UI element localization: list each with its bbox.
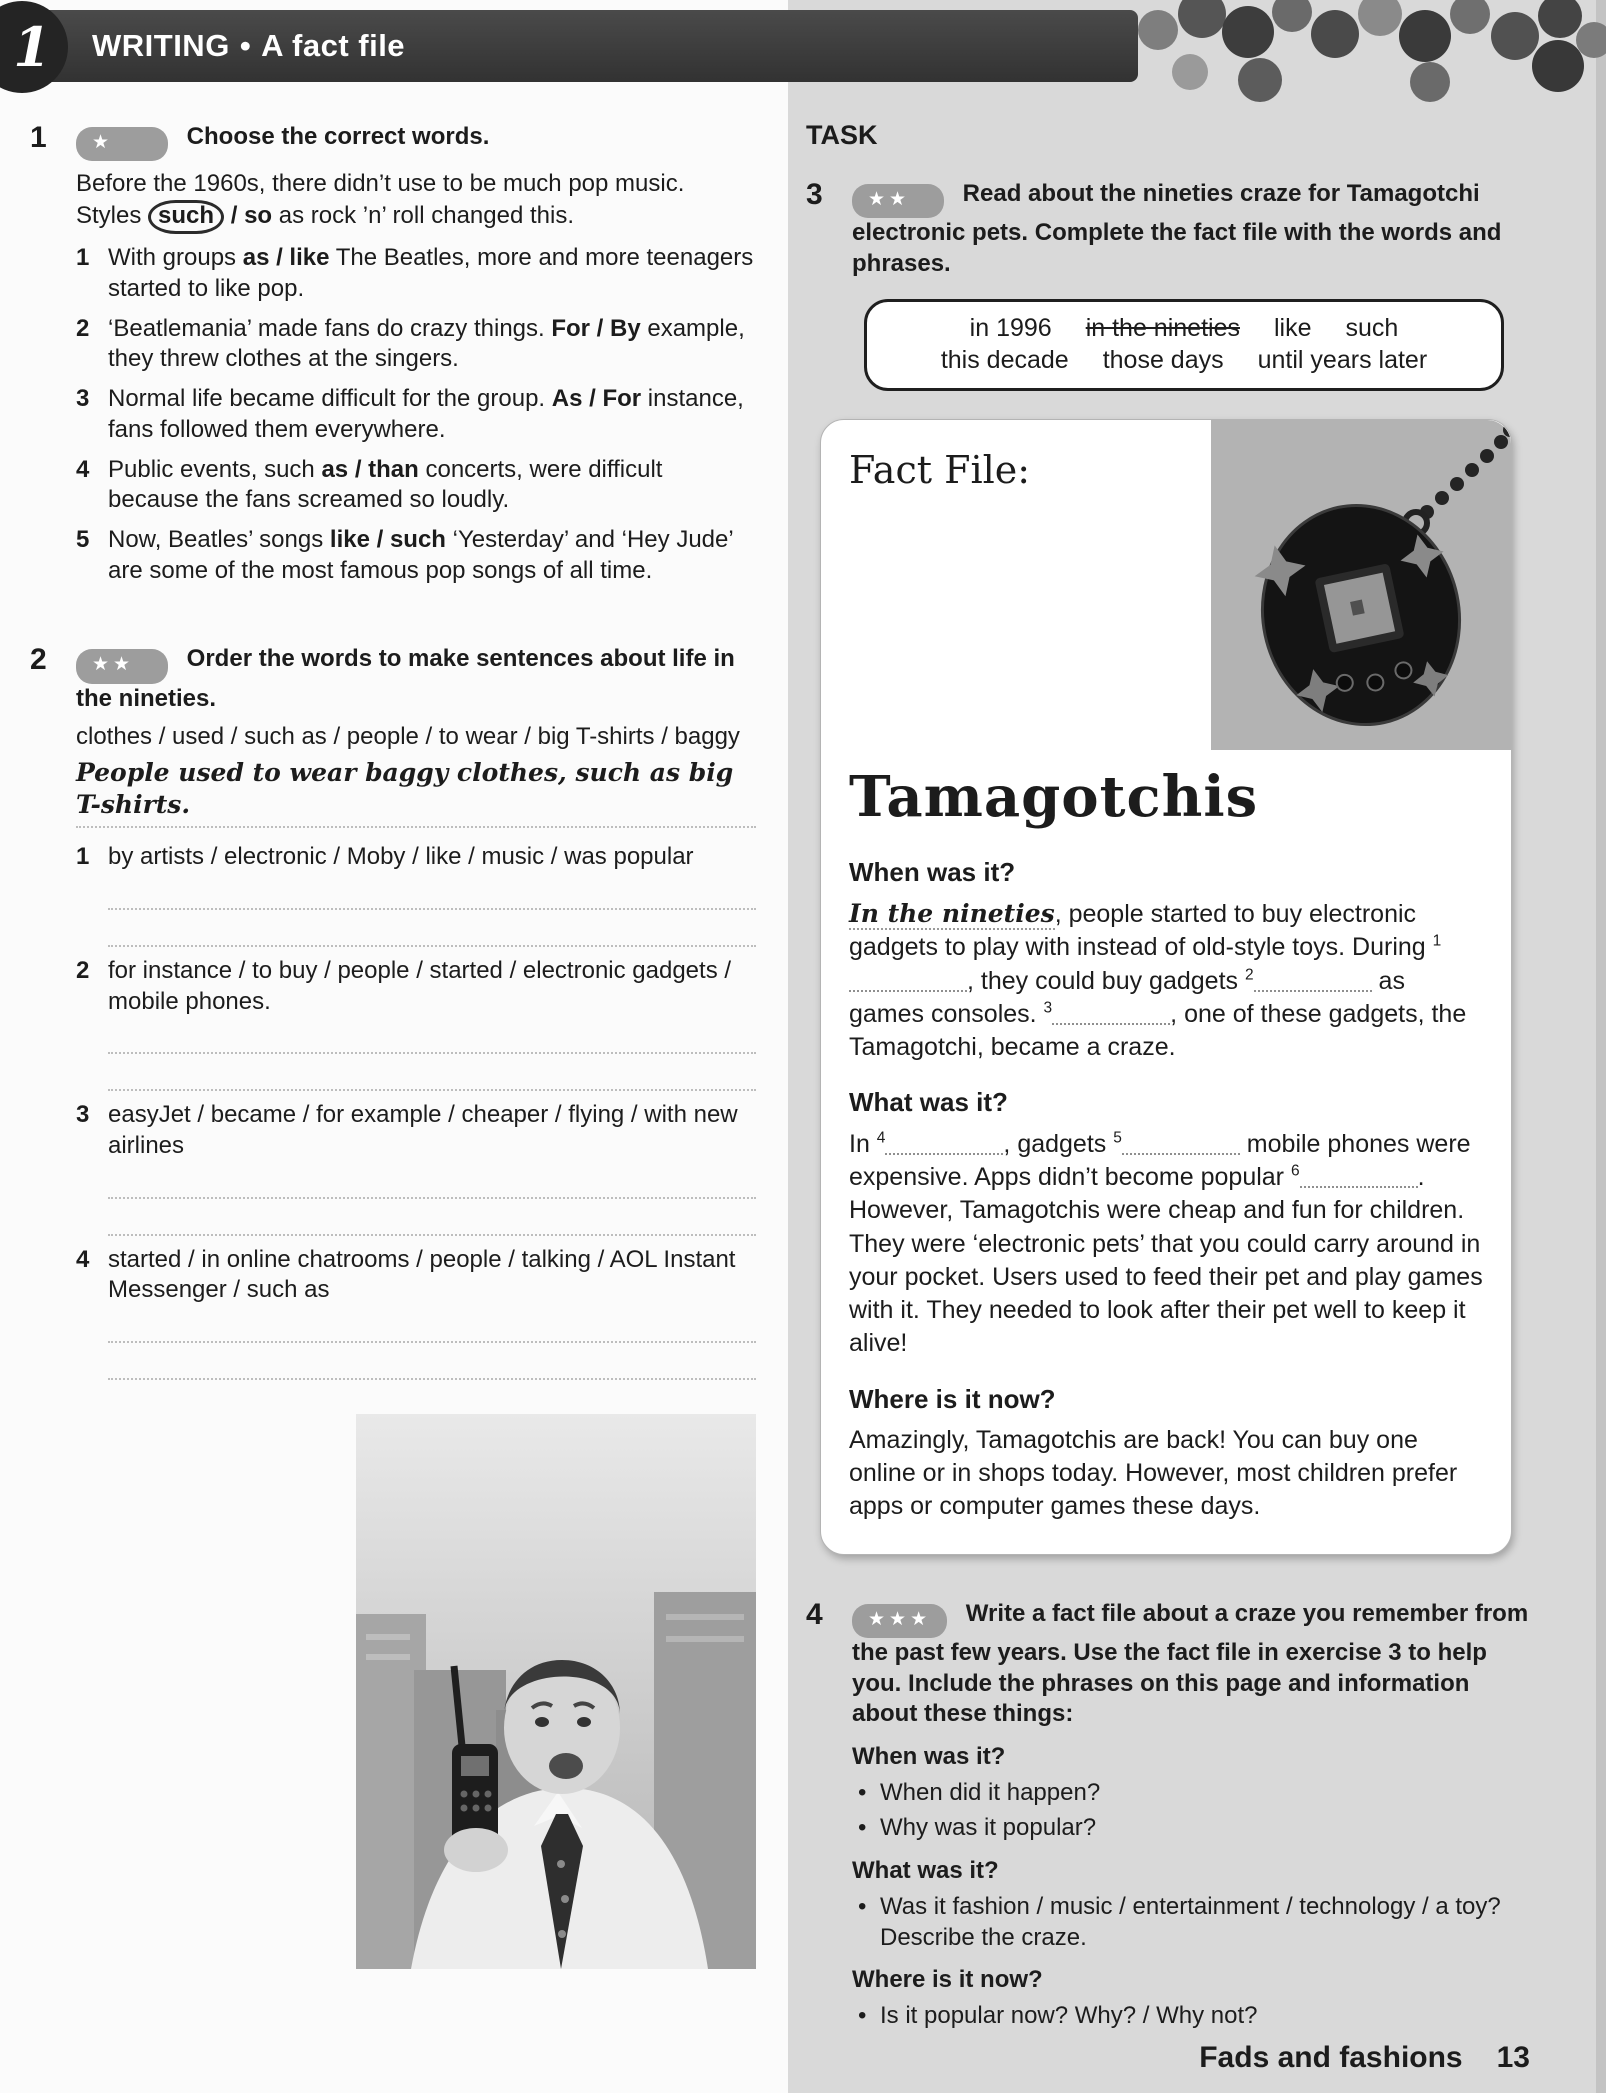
fill-in-blank[interactable] xyxy=(885,1135,1003,1155)
exercise-item xyxy=(76,842,756,947)
difficulty-badge-two-stars xyxy=(76,649,168,683)
item-number: 4 xyxy=(76,455,90,483)
answer-line[interactable] xyxy=(108,1378,756,1380)
item-text: Public events, such as / than concerts, were difficult because the fans screamed so loudly. xyxy=(108,455,663,514)
word-option-used: in the nineties xyxy=(1085,314,1240,343)
answer-line[interactable] xyxy=(108,1234,756,1236)
fact-file-label: Fact File: xyxy=(849,448,1031,493)
exercise-item xyxy=(76,525,756,586)
left-column xyxy=(30,122,756,1969)
exercise-item xyxy=(76,384,756,445)
item-number: 2 xyxy=(76,956,90,984)
answer-line[interactable] xyxy=(108,1197,756,1199)
fact-file-section-heading: What was it? xyxy=(849,1087,1008,1118)
page-title-sub: A fact file xyxy=(261,28,406,64)
fact-file-section-heading: Where is it now? xyxy=(849,1383,1056,1414)
word-box-line xyxy=(883,312,1485,344)
footer-section-label: Fads and fashions xyxy=(1199,2040,1463,2074)
item-number: 1 xyxy=(76,244,90,272)
prompt-bullet: • Was it fashion / music / entertainment / technology / a toy? Describe the craze. xyxy=(852,1892,1530,1953)
molecule-dots-graphic xyxy=(1128,0,1606,112)
item-text: by artists / electronic / Moby / like / music / was popular xyxy=(108,843,694,871)
star-icons: ★★★ xyxy=(868,1608,932,1630)
difficulty-badge-one-star xyxy=(76,127,168,161)
exercise-1-header xyxy=(30,122,756,161)
exercise-number: 3 xyxy=(806,177,823,211)
item-text: ‘Beatlemania’ made fans do crazy things. For / By example, they threw clothes at the singers. xyxy=(108,314,745,373)
exercise-item xyxy=(76,314,756,375)
answer-line[interactable] xyxy=(108,945,756,947)
answer-line[interactable] xyxy=(108,1052,756,1054)
exercise-number: 4 xyxy=(806,1597,823,1631)
exercise-instruction: Order the words to make sentences about life in the nineties. xyxy=(76,645,735,712)
prompt-bullet: • When did it happen? xyxy=(852,1778,1530,1809)
item-text: With groups as / like The Beatles, more and more teenagers started to like pop. xyxy=(108,244,754,302)
handwritten-answer: People used to wear baggy clothes, such as big T-shirts. xyxy=(76,758,734,820)
blank-number: 4 xyxy=(876,1129,886,1147)
item-text: started / in online chatrooms / people / talking / AOL Instant Messenger / such as xyxy=(108,1245,736,1304)
unit-number-badge xyxy=(0,1,68,93)
word-option: until years later xyxy=(1257,346,1428,375)
exercise-item xyxy=(76,455,756,516)
item-number: 5 xyxy=(76,525,90,553)
item-number: 2 xyxy=(76,314,90,342)
fill-in-blank[interactable] xyxy=(849,972,967,992)
answer-line[interactable] xyxy=(108,1341,756,1343)
blank-number: 6 xyxy=(1290,1162,1300,1180)
prompt-bullet: • Why was it popular? xyxy=(852,1813,1530,1844)
task-label: TASK xyxy=(806,120,878,150)
prompt-heading: When was it? xyxy=(852,1742,1006,1770)
star-icon: ★ xyxy=(92,132,114,153)
prompt-heading: Where is it now? xyxy=(852,1966,1043,1994)
exercise-3 xyxy=(806,179,1530,392)
exercise-instruction: Choose the correct words. xyxy=(186,123,490,150)
word-option: those days xyxy=(1102,346,1224,375)
fact-file-card xyxy=(820,419,1512,1554)
item-number: 3 xyxy=(76,1101,90,1129)
exercise-item xyxy=(76,1100,756,1235)
item-number: 4 xyxy=(76,1245,90,1273)
fact-file-section-text: In the nineties, people started to buy electronic gadgets to play with instead of old-style toys. During $^1$, they could buy gadgets $^2$ as games consoles. $^3$ , one of these gadgets, the Tamagotchi, became a craze. xyxy=(849,899,1467,1062)
item-text: easyJet / became / for example / cheaper / flying / with new airlines xyxy=(108,1101,738,1160)
page-edge xyxy=(1596,0,1606,2093)
exercise-4-header xyxy=(806,1599,1530,1730)
exercise-2-header xyxy=(30,644,756,714)
fill-in-blank[interactable] xyxy=(1254,972,1372,992)
exercise-1-items xyxy=(30,243,756,586)
item-number: 3 xyxy=(76,385,90,413)
item-text: Normal life became difficult for the group. As / For instance, fans followed them everywhere. xyxy=(108,385,744,443)
prompt-bullet: • Is it popular now? Why? / Why not? xyxy=(852,2001,1530,2032)
page-number: 13 xyxy=(1496,2040,1530,2074)
blank-number: 3 xyxy=(1043,999,1053,1017)
exercise-item xyxy=(76,243,756,304)
page-header xyxy=(0,10,1138,82)
exercise-1 xyxy=(30,122,756,586)
item-text: Now, Beatles’ songs like / such ‘Yesterday’ and ‘Hey Jude’ are some of the most famous pop songs of all time. xyxy=(108,525,733,584)
fact-file-title: Tamagotchis xyxy=(849,764,1259,831)
answer-line[interactable] xyxy=(108,908,756,910)
circled-answer[interactable]: such xyxy=(148,200,224,234)
page-title xyxy=(92,26,405,66)
star-icons: ★★ xyxy=(868,188,911,210)
example-answer xyxy=(76,757,756,828)
tamagotchi-photo xyxy=(1211,420,1511,750)
blank-number: 1 xyxy=(1432,933,1442,951)
star-icons: ★★ xyxy=(92,654,135,676)
word-option: such xyxy=(1345,314,1399,343)
word-option: this decade xyxy=(940,346,1069,375)
fact-file-section-text: In $^4$ , gadgets $^5$ mobile phones were expensive. Apps didn’t become popular $^6$ . However, Tamagotchis were cheap and fun for children. They were ‘electronic pets’ that you could carry around in your pocket. Users used to feed their pet and play games with it. They needed to look after their pet well to keep it alive! xyxy=(849,1129,1483,1358)
word-box xyxy=(864,299,1504,391)
exercise-number: 2 xyxy=(30,643,47,677)
exercise-item xyxy=(76,1245,756,1380)
difficulty-badge-three-stars xyxy=(852,1604,947,1638)
fact-file-section-text: Amazingly, Tamagotchis are back! You can buy one online or in shops today. However, most children prefer apps or computer games these days. xyxy=(849,1425,1458,1521)
exercise-3-header xyxy=(806,179,1530,280)
nineties-man-with-mobile-phone-photo xyxy=(356,1414,756,1969)
exercise-4 xyxy=(806,1599,1530,2032)
exercise-instruction: Read about the nineties craze for Tamagotchi electronic pets. Complete the fact file with the words and phrases. xyxy=(852,179,1502,277)
fill-in-blank[interactable] xyxy=(1300,1168,1418,1188)
item-text: for instance / to buy / people / started / electronic gadgets / mobile phones. xyxy=(108,956,732,1015)
blank-number: 5 xyxy=(1113,1129,1122,1147)
exercise-2-prompt: clothes / used / such as / people / to wear / big T-shirts / baggy xyxy=(76,723,740,751)
exercise-2 xyxy=(30,644,756,1380)
handwritten-answer: In the nineties xyxy=(849,899,1055,929)
word-box-line xyxy=(883,344,1485,376)
prompt-heading: What was it? xyxy=(852,1857,999,1885)
exercise-instruction: Write a fact file about a craze you remember from the past few years. Use the fact file in exercise 3 to help you. Include the phrases on this page and information about these things: xyxy=(852,1599,1529,1728)
fill-in-blank[interactable] xyxy=(1122,1135,1240,1155)
fact-file-section-heading: When was it? xyxy=(849,856,1016,887)
exercise-item xyxy=(76,956,756,1091)
unit-number: 1 xyxy=(13,15,51,79)
title-bullet: • xyxy=(239,28,252,64)
difficulty-badge-two-stars xyxy=(852,184,944,218)
exercise-number: 1 xyxy=(30,121,47,154)
word-option: in 1996 xyxy=(969,314,1052,343)
fill-in-blank[interactable] xyxy=(1052,1005,1170,1025)
decorative-dots xyxy=(1128,0,1606,121)
word-option: like xyxy=(1273,314,1312,343)
item-number: 1 xyxy=(76,843,90,871)
right-column xyxy=(806,118,1530,2037)
blank-number: 2 xyxy=(1244,966,1254,984)
page-title-main: WRITING xyxy=(92,28,230,64)
page-footer xyxy=(1199,2039,1530,2077)
exercise-1-intro: Before the 1960s, there didn’t use to be much pop music. Styles such / so as rock ’n’ roll changed this. xyxy=(76,169,756,234)
answer-line[interactable] xyxy=(108,1089,756,1091)
